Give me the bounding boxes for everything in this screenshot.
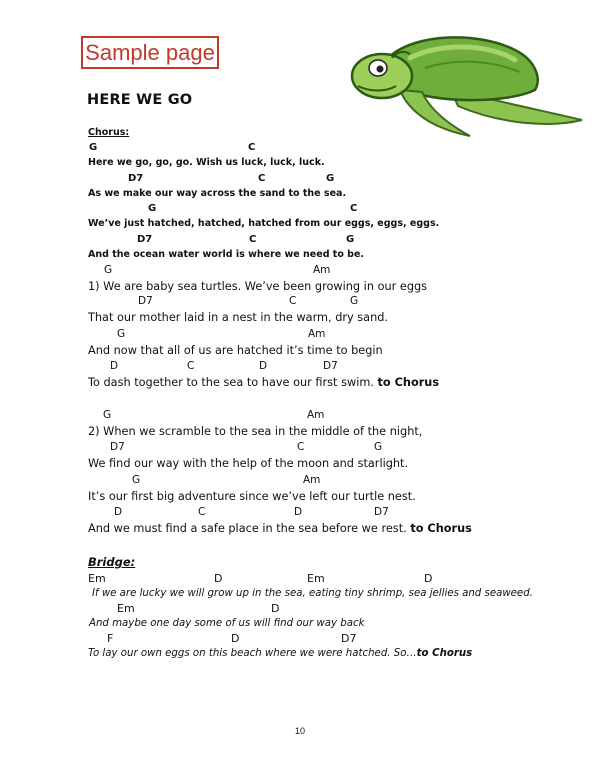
bridge-lyric-line (92, 588, 533, 599)
chorus-chord-row (0, 203, 600, 218)
chord-symbol: D (214, 572, 223, 585)
chord-symbol: C (248, 142, 256, 153)
to-chorus-cue: to Chorus (416, 648, 473, 659)
lyric-text: 1) We are baby sea turtles. We’ve been growing in our eggs (88, 280, 428, 293)
bridge-lyric-line (88, 648, 472, 659)
lyric-text: And we must find a safe place in the sea before we rest. (88, 522, 407, 535)
verse1-chord-row (0, 328, 600, 343)
chord-symbol: F (107, 632, 114, 645)
chord-symbol: D7 (128, 173, 144, 184)
sample-page-stamp: Sample page (81, 36, 219, 69)
lyric-text: We find our way with the help of the moon and starlight. (88, 457, 409, 470)
chord-symbol: Am (307, 409, 325, 421)
to-chorus-cue: to Chorus (377, 376, 440, 389)
lyric-text: It’s our first big adventure since we’ve left our turtle nest. (88, 490, 416, 503)
chord-symbol: D (271, 602, 280, 615)
chord-symbol: Em (307, 572, 325, 585)
verse2-lyric-line (88, 457, 408, 470)
chord-symbol: C (258, 173, 266, 184)
chorus-chord-row (0, 234, 600, 249)
lyric-text: We’ve just hatched, hatched, hatched from our eggs, eggs, eggs. (88, 218, 440, 229)
lyric-text: If we are lucky we will grow up in the sea, eating tiny shrimp, sea jellies and seaweed. (92, 588, 533, 599)
bridge-label: Bridge: (88, 555, 136, 569)
bridge-lyric-line (89, 618, 364, 629)
verse1-lyric-line (88, 280, 427, 293)
verse2-lyric-line (88, 522, 472, 535)
chord-symbol: D (424, 572, 433, 585)
chord-symbol: Am (308, 328, 326, 340)
chord-symbol: D7 (138, 295, 153, 307)
chord-symbol: G (132, 474, 141, 486)
chord-symbol: C (187, 360, 195, 372)
verse1-lyric-line (88, 376, 439, 389)
bridge-chord-row (0, 602, 600, 617)
verse1-lyric-line (88, 311, 388, 324)
lyric-text: To dash together to the sea to have our first swim. (88, 376, 374, 389)
verse1-chord-row (0, 360, 600, 375)
chord-symbol: D (231, 632, 240, 645)
lyric-text: As we make our way across the sand to the sea. (88, 188, 347, 199)
chord-symbol: D (259, 360, 268, 372)
chord-symbol: G (103, 409, 112, 421)
chorus-lyric-line (88, 218, 439, 229)
bridge-chord-row (0, 572, 600, 587)
chord-symbol: D7 (323, 360, 338, 372)
chorus-label: Chorus: (88, 127, 130, 138)
chord-symbol: C (289, 295, 297, 307)
chord-symbol: D7 (341, 632, 357, 645)
verse2-lyric-line (88, 425, 422, 438)
chord-symbol: C (249, 234, 257, 245)
lyric-text: To lay our own eggs on this beach where we were hatched. So… (88, 648, 417, 659)
song-title: HERE WE GO (87, 92, 193, 108)
bridge-chord-row (0, 632, 600, 647)
chorus-lyric-line (88, 249, 364, 260)
chord-symbol: Am (303, 474, 321, 486)
chord-symbol: G (374, 441, 383, 453)
lyric-text: Here we go, go, go. Wish us luck, luck, luck. (88, 157, 325, 168)
chord-symbol: D7 (137, 234, 153, 245)
chord-symbol: C (350, 203, 358, 214)
chorus-chord-row (0, 142, 600, 157)
verse1-chord-row (0, 295, 600, 310)
chorus-chord-row (0, 173, 600, 188)
verse2-lyric-line (88, 490, 416, 503)
chord-symbol: D (110, 360, 119, 372)
lyric-text: And maybe one day some of us will find our way back (89, 618, 365, 629)
chord-symbol: G (148, 203, 157, 214)
to-chorus-cue: to Chorus (410, 522, 472, 535)
lyric-text: 2) When we scramble to the sea in the middle of the night, (88, 425, 423, 438)
chord-symbol: G (346, 234, 355, 245)
chord-symbol: Em (88, 572, 106, 585)
verse1-chord-row (0, 264, 600, 279)
chorus-lyric-line (88, 157, 325, 168)
chord-symbol: Am (313, 264, 331, 276)
chord-symbol: G (117, 328, 126, 340)
verse2-chord-row (0, 409, 600, 424)
chord-symbol: D (114, 506, 123, 518)
lyric-text: And the ocean water world is where we need to be. (88, 249, 365, 260)
chord-symbol: D7 (374, 506, 389, 518)
chord-symbol: G (350, 295, 359, 307)
chord-symbol: Em (117, 602, 135, 615)
verse2-chord-row (0, 506, 600, 521)
chord-symbol: D (294, 506, 303, 518)
verse1-lyric-line (88, 344, 383, 357)
chord-symbol: G (104, 264, 113, 276)
lyric-text: And now that all of us are hatched it’s time to begin (88, 344, 383, 357)
chorus-lyric-line (88, 188, 346, 199)
page-number: 10 (294, 726, 305, 736)
lyric-text: That our mother laid in a nest in the warm, dry sand. (88, 311, 389, 324)
verse2-chord-row (0, 474, 600, 489)
verse2-chord-row (0, 441, 600, 456)
chord-symbol: D7 (110, 441, 125, 453)
chord-symbol: G (89, 142, 98, 153)
chord-symbol: G (326, 173, 335, 184)
chord-symbol: C (198, 506, 206, 518)
chord-symbol: C (297, 441, 305, 453)
